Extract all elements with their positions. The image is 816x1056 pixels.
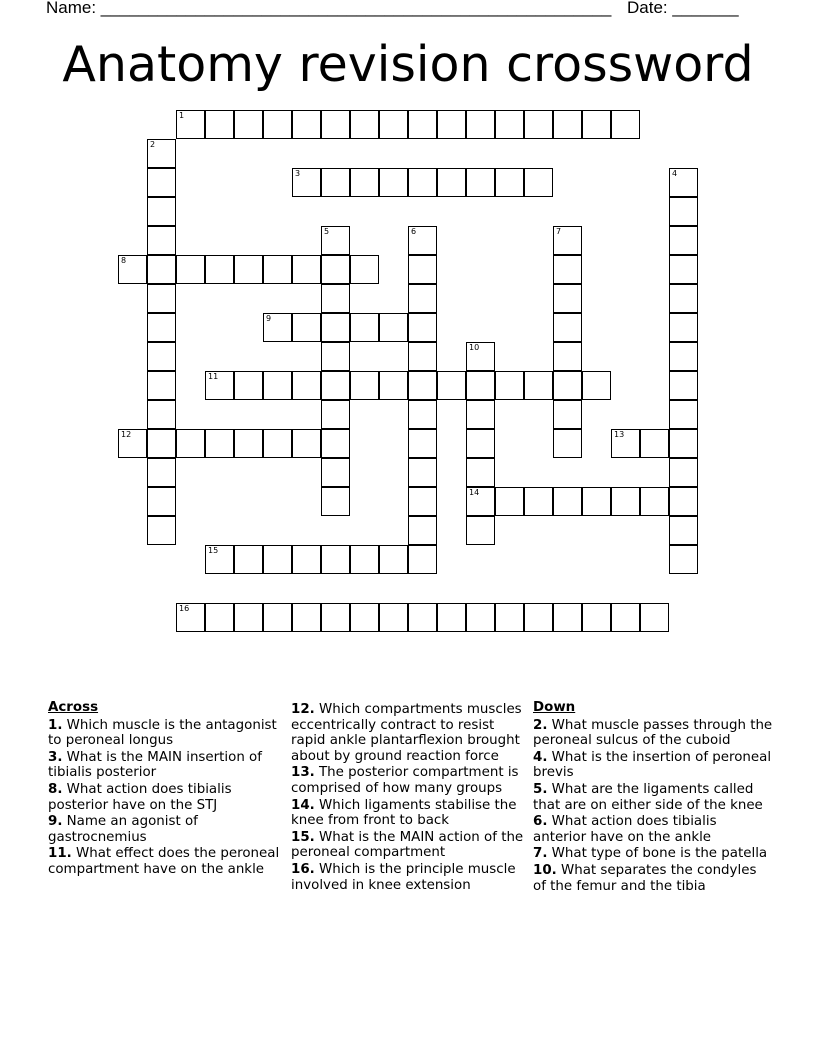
crossword-cell[interactable] bbox=[379, 168, 408, 197]
crossword-cell[interactable] bbox=[292, 371, 321, 400]
crossword-cell[interactable] bbox=[176, 110, 205, 139]
crossword-cell[interactable] bbox=[437, 168, 466, 197]
down-heading: Down bbox=[533, 700, 576, 715]
crossword-cell[interactable] bbox=[321, 400, 350, 429]
crossword-cell[interactable] bbox=[669, 487, 698, 516]
crossword-cell[interactable] bbox=[553, 284, 582, 313]
clue-item bbox=[533, 863, 773, 894]
clue-item-text: Which compartments muscles eccentrically contract to resist rapid ankle plantarflexion brought about by ground reaction force bbox=[291, 702, 522, 764]
crossword-cell[interactable] bbox=[147, 197, 176, 226]
clue-item-number: 1. bbox=[48, 717, 63, 733]
clue-item-text: What action does tibialis anterior have on the ankle bbox=[533, 814, 717, 845]
crossword-cell[interactable] bbox=[669, 400, 698, 429]
crossword-cell[interactable] bbox=[292, 255, 321, 284]
crossword-cell[interactable] bbox=[321, 284, 350, 313]
clue-item-number: 11. bbox=[48, 846, 72, 862]
clue-item-number: 4. bbox=[533, 749, 548, 765]
clue-item bbox=[533, 846, 773, 862]
clue-item-text: What effect does the peroneal compartment have on the ankle bbox=[48, 846, 280, 877]
clue-number: 2 bbox=[150, 140, 156, 149]
crossword-cell[interactable] bbox=[495, 110, 524, 139]
clue-item-number: 10. bbox=[533, 862, 557, 878]
crossword-cell[interactable] bbox=[263, 603, 292, 632]
crossword-cell[interactable] bbox=[147, 487, 176, 516]
clue-item-number: 13. bbox=[291, 765, 315, 781]
crossword-cell[interactable] bbox=[640, 487, 669, 516]
across-clues-column bbox=[48, 700, 280, 879]
crossword-cell[interactable] bbox=[466, 110, 495, 139]
clue-item-number: 14. bbox=[291, 797, 315, 813]
crossword-cell[interactable] bbox=[524, 487, 553, 516]
crossword-cell[interactable] bbox=[495, 371, 524, 400]
clue-item-number: 6. bbox=[533, 814, 548, 830]
crossword-cell[interactable] bbox=[611, 487, 640, 516]
crossword-cell[interactable] bbox=[147, 168, 176, 197]
crossword-cell[interactable] bbox=[118, 429, 147, 458]
crossword-cell[interactable] bbox=[147, 400, 176, 429]
crossword-cell[interactable] bbox=[147, 255, 176, 284]
clue-number: 9 bbox=[266, 314, 272, 323]
clue-number: 7 bbox=[556, 227, 562, 236]
crossword-cell[interactable] bbox=[669, 516, 698, 545]
clue-number: 3 bbox=[295, 169, 301, 178]
crossword-cell[interactable] bbox=[408, 226, 437, 255]
crossword-cell[interactable] bbox=[466, 400, 495, 429]
clue-item bbox=[291, 765, 527, 796]
crossword-cell[interactable] bbox=[495, 168, 524, 197]
crossword-cell[interactable] bbox=[350, 110, 379, 139]
down-clues-column bbox=[533, 700, 773, 895]
crossword-cell[interactable] bbox=[582, 110, 611, 139]
crossword-cell[interactable] bbox=[466, 429, 495, 458]
crossword-cell[interactable] bbox=[147, 458, 176, 487]
crossword-cell[interactable] bbox=[408, 516, 437, 545]
crossword-cell[interactable] bbox=[466, 342, 495, 371]
clue-item-number: 2. bbox=[533, 717, 548, 733]
crossword-cell[interactable] bbox=[408, 168, 437, 197]
crossword-cell[interactable] bbox=[321, 168, 350, 197]
crossword-cell[interactable] bbox=[466, 458, 495, 487]
crossword-cell[interactable] bbox=[553, 487, 582, 516]
clue-item bbox=[291, 702, 527, 764]
clue-item-text: What is the MAIN action of the peroneal compartment bbox=[291, 829, 524, 861]
crossword-cell[interactable] bbox=[379, 603, 408, 632]
crossword-cell[interactable] bbox=[205, 545, 234, 574]
crossword-cell[interactable] bbox=[553, 342, 582, 371]
clue-item bbox=[48, 750, 280, 781]
crossword-cell[interactable] bbox=[640, 429, 669, 458]
clue-item bbox=[48, 782, 280, 813]
clue-number: 11 bbox=[208, 372, 219, 381]
crossword-cell[interactable] bbox=[669, 371, 698, 400]
crossword-cell[interactable] bbox=[234, 603, 263, 632]
crossword-cell[interactable] bbox=[321, 255, 350, 284]
clue-item bbox=[533, 750, 773, 781]
crossword-cell[interactable] bbox=[379, 313, 408, 342]
crossword-cell[interactable] bbox=[553, 429, 582, 458]
crossword-cell[interactable] bbox=[669, 255, 698, 284]
across-heading: Across bbox=[48, 700, 99, 715]
crossword-cell[interactable] bbox=[350, 603, 379, 632]
crossword-cell[interactable] bbox=[466, 487, 495, 516]
crossword-cell[interactable] bbox=[466, 371, 495, 400]
crossword-cell[interactable] bbox=[263, 110, 292, 139]
clue-number: 1 bbox=[179, 111, 185, 120]
crossword-cell[interactable] bbox=[437, 110, 466, 139]
crossword-cell[interactable] bbox=[437, 603, 466, 632]
crossword-cell[interactable] bbox=[234, 371, 263, 400]
crossword-cell[interactable] bbox=[669, 168, 698, 197]
crossword-cell[interactable] bbox=[205, 371, 234, 400]
crossword-cell[interactable] bbox=[263, 429, 292, 458]
crossword-cell[interactable] bbox=[379, 371, 408, 400]
crossword-cell[interactable] bbox=[553, 110, 582, 139]
crossword-cell[interactable] bbox=[408, 342, 437, 371]
crossword-cell[interactable] bbox=[408, 371, 437, 400]
crossword-cell[interactable] bbox=[582, 371, 611, 400]
crossword-cell[interactable] bbox=[292, 313, 321, 342]
clue-number: 6 bbox=[411, 227, 417, 236]
crossword-cell[interactable] bbox=[408, 255, 437, 284]
crossword-cell[interactable] bbox=[350, 371, 379, 400]
clue-item-text: The posterior compartment is comprised of how many groups bbox=[291, 765, 519, 796]
crossword-cell[interactable] bbox=[669, 429, 698, 458]
name-field-label: Name: ______________________________________________________ bbox=[46, 0, 612, 17]
clue-item-text: Which ligaments stabilise the knee from front to back bbox=[291, 797, 517, 829]
crossword-cell[interactable] bbox=[350, 255, 379, 284]
crossword-cell[interactable] bbox=[466, 168, 495, 197]
clue-item bbox=[48, 718, 280, 749]
crossword-cell[interactable] bbox=[408, 284, 437, 313]
crossword-cell[interactable] bbox=[321, 603, 350, 632]
crossword-cell[interactable] bbox=[234, 429, 263, 458]
crossword-cell[interactable] bbox=[205, 255, 234, 284]
clue-item bbox=[291, 830, 527, 861]
clue-number: 15 bbox=[208, 546, 219, 555]
crossword-cell[interactable] bbox=[321, 487, 350, 516]
clue-item-text: What is the MAIN insertion of tibialis posterior bbox=[48, 749, 262, 781]
crossword-cell[interactable] bbox=[176, 255, 205, 284]
clue-item-text: Which is the principle muscle involved in knee extension bbox=[291, 861, 516, 893]
crossword-cell[interactable] bbox=[524, 371, 553, 400]
crossword-cell[interactable] bbox=[321, 371, 350, 400]
clue-item-text: Which muscle is the antagonist to peroneal longus bbox=[48, 717, 277, 749]
crossword-cell[interactable] bbox=[669, 545, 698, 574]
crossword-cell[interactable] bbox=[611, 429, 640, 458]
crossword-cell[interactable] bbox=[379, 110, 408, 139]
crossword-cell[interactable] bbox=[495, 487, 524, 516]
crossword-cell[interactable] bbox=[321, 342, 350, 371]
crossword-cell[interactable] bbox=[669, 342, 698, 371]
clue-item-text: What muscle passes through the peroneal sulcus of the cuboid bbox=[533, 717, 773, 749]
crossword-cell[interactable] bbox=[408, 545, 437, 574]
clue-item bbox=[291, 798, 527, 829]
crossword-cell[interactable] bbox=[524, 603, 553, 632]
crossword-cell[interactable] bbox=[292, 168, 321, 197]
crossword-cell[interactable] bbox=[669, 284, 698, 313]
clue-item bbox=[48, 846, 280, 877]
crossword-cell[interactable] bbox=[176, 603, 205, 632]
clue-number: 16 bbox=[179, 604, 190, 613]
crossword-cell[interactable] bbox=[263, 545, 292, 574]
crossword-cell[interactable] bbox=[321, 313, 350, 342]
crossword-cell[interactable] bbox=[669, 197, 698, 226]
crossword-cell[interactable] bbox=[350, 313, 379, 342]
crossword-cell[interactable] bbox=[321, 458, 350, 487]
crossword-cell[interactable] bbox=[408, 603, 437, 632]
crossword-cell[interactable] bbox=[263, 313, 292, 342]
crossword-cell[interactable] bbox=[147, 516, 176, 545]
clue-item bbox=[48, 814, 280, 845]
crossword-cell[interactable] bbox=[147, 284, 176, 313]
crossword-cell[interactable] bbox=[234, 545, 263, 574]
clue-item-text: Name an agonist of gastrocnemius bbox=[48, 814, 198, 845]
clue-number: 4 bbox=[672, 169, 678, 178]
crossword-cell[interactable] bbox=[321, 110, 350, 139]
clue-item-text: What action does tibialis posterior have on the STJ bbox=[48, 781, 232, 813]
crossword-cell[interactable] bbox=[553, 313, 582, 342]
crossword-cell[interactable] bbox=[292, 429, 321, 458]
crossword-cell[interactable] bbox=[408, 429, 437, 458]
crossword-cell[interactable] bbox=[147, 139, 176, 168]
clue-item-text: What type of bone is the patella bbox=[547, 846, 768, 862]
clue-item bbox=[533, 814, 773, 845]
crossword-cell[interactable] bbox=[147, 313, 176, 342]
crossword-cell[interactable] bbox=[640, 603, 669, 632]
crossword-cell[interactable] bbox=[408, 313, 437, 342]
crossword-cell[interactable] bbox=[669, 226, 698, 255]
clue-item-number: 7. bbox=[533, 846, 548, 862]
crossword-cell[interactable] bbox=[205, 110, 234, 139]
crossword-cell[interactable] bbox=[234, 255, 263, 284]
crossword-cell[interactable] bbox=[524, 110, 553, 139]
crossword-cell[interactable] bbox=[263, 371, 292, 400]
clue-number: 12 bbox=[121, 430, 132, 439]
clue-number: 13 bbox=[614, 430, 625, 439]
crossword-cell[interactable] bbox=[205, 429, 234, 458]
crossword-cell[interactable] bbox=[350, 545, 379, 574]
crossword-cell[interactable] bbox=[437, 371, 466, 400]
clue-number: 10 bbox=[469, 343, 480, 352]
crossword-cell[interactable] bbox=[118, 255, 147, 284]
crossword-cell[interactable] bbox=[292, 110, 321, 139]
clue-item-number: 5. bbox=[533, 781, 548, 797]
clue-item-number: 3. bbox=[48, 749, 63, 765]
crossword-cell[interactable] bbox=[321, 545, 350, 574]
crossword-cell[interactable] bbox=[582, 603, 611, 632]
clue-item-text: What are the ligaments called that are on either side of the knee bbox=[533, 781, 763, 813]
crossword-cell[interactable] bbox=[408, 110, 437, 139]
crossword-cell[interactable] bbox=[408, 487, 437, 516]
crossword-cell[interactable] bbox=[321, 226, 350, 255]
crossword-cell[interactable] bbox=[553, 400, 582, 429]
crossword-cell[interactable] bbox=[147, 429, 176, 458]
crossword-cell[interactable] bbox=[263, 255, 292, 284]
date-field-label: Date: _______ bbox=[627, 0, 739, 17]
crossword-cell[interactable] bbox=[147, 371, 176, 400]
clue-item-number: 8. bbox=[48, 781, 63, 797]
crossword-cell[interactable] bbox=[147, 342, 176, 371]
clue-number: 14 bbox=[469, 488, 480, 497]
across-clues-continued-column bbox=[291, 702, 527, 894]
crossword-cell[interactable] bbox=[553, 255, 582, 284]
clue-item-number: 12. bbox=[291, 702, 315, 717]
clue-item-number: 9. bbox=[48, 814, 63, 830]
crossword-cell[interactable] bbox=[292, 545, 321, 574]
clue-item bbox=[291, 862, 527, 893]
crossword-cell[interactable] bbox=[466, 603, 495, 632]
clue-item bbox=[533, 782, 773, 813]
crossword-cell[interactable] bbox=[292, 603, 321, 632]
crossword-cell[interactable] bbox=[408, 400, 437, 429]
crossword-cell[interactable] bbox=[379, 545, 408, 574]
clue-number: 5 bbox=[324, 227, 330, 236]
crossword-cell[interactable] bbox=[553, 226, 582, 255]
crossword-cell[interactable] bbox=[611, 603, 640, 632]
crossword-cell[interactable] bbox=[205, 603, 234, 632]
clue-item bbox=[533, 718, 773, 749]
clue-item-number: 16. bbox=[291, 861, 315, 877]
crossword-cell[interactable] bbox=[553, 371, 582, 400]
crossword-cell[interactable] bbox=[553, 603, 582, 632]
crossword-cell[interactable] bbox=[321, 429, 350, 458]
crossword-cell[interactable] bbox=[611, 110, 640, 139]
crossword-cell[interactable] bbox=[669, 313, 698, 342]
crossword-cell[interactable] bbox=[495, 603, 524, 632]
crossword-cell[interactable] bbox=[408, 458, 437, 487]
clue-item-text: What separates the condyles of the femur and the tibia bbox=[533, 862, 757, 894]
page-title: Anatomy revision crossword bbox=[62, 36, 754, 93]
clue-number: 8 bbox=[121, 256, 127, 265]
clue-item-number: 15. bbox=[291, 829, 315, 845]
clue-item-text: What is the insertion of peroneal brevis bbox=[533, 749, 772, 781]
crossword-cell[interactable] bbox=[234, 110, 263, 139]
crossword-cell[interactable] bbox=[669, 458, 698, 487]
crossword-cell[interactable] bbox=[176, 429, 205, 458]
crossword-cell[interactable] bbox=[147, 226, 176, 255]
crossword-cell[interactable] bbox=[524, 168, 553, 197]
crossword-cell[interactable] bbox=[582, 487, 611, 516]
crossword-cell[interactable] bbox=[466, 516, 495, 545]
crossword-cell[interactable] bbox=[350, 168, 379, 197]
